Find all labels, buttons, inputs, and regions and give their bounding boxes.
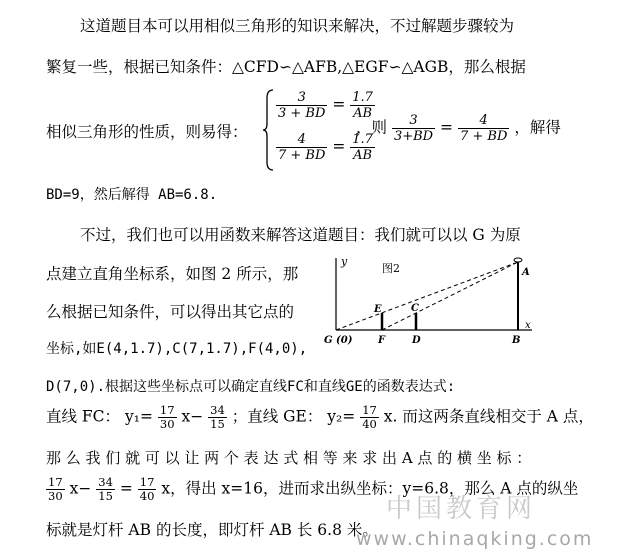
- eq1-equals: =: [332, 95, 346, 114]
- p1-line1: 这道题目本可以用相似三角形的知识来解决，不过解题步骤较为: [80, 17, 515, 35]
- watermark-url: www.chinaqking.com: [356, 528, 594, 550]
- ge-rest: x. 而这两条直线相交于 A 点，: [383, 407, 594, 426]
- p2-line4: 坐标,如E(4,1.7),C(7,1.7),F(4,0),: [46, 341, 308, 357]
- p2-line7: 那 么 我 们 就 可 以 让 两 个 表 达 式 相 等 来 求 出 A 点 的 横 坐 标 ：: [46, 449, 532, 467]
- label-f: F: [378, 335, 386, 346]
- p2-line5: D(7,0).根据这些坐标点可以确定直线FC和直线GE的函数表达式:: [46, 379, 456, 395]
- p1-line4: BD=9，然后解得 AB=6.8.: [46, 187, 218, 203]
- figure-title: 图2: [382, 262, 400, 275]
- p2-line2: 点建立直角坐标系，如图 2 所示，那: [46, 265, 299, 283]
- lamp-icon: [514, 258, 522, 262]
- line-ge: [336, 262, 518, 330]
- eq2-equals: =: [332, 137, 346, 156]
- e-x1: x−: [69, 479, 92, 498]
- eq2-right-fraction: $\frac{1.7}{AB}$: [352, 132, 373, 163]
- e-c-fraction: $\frac{17}{40}$: [139, 475, 155, 503]
- ge-y: y₂=: [327, 407, 356, 426]
- equation-combined: [356, 113, 561, 144]
- fc-b-fraction: $\frac{34}{15}$: [210, 403, 225, 431]
- line-fc: [382, 262, 518, 330]
- p1-line2: 繁复一些，根据已知条件：△CFD∽△AFB,△EGF∽△AGB，那么根据: [46, 58, 526, 76]
- eq1-left-fraction: $\frac{3}{3 + BD}$: [278, 90, 326, 121]
- e-equals: =: [119, 479, 133, 498]
- p2-line9: 标就是灯杆 AB 的长度，即灯杆 AB 长 6.8 米。: [46, 521, 378, 539]
- fc-y: y₁=: [124, 407, 153, 426]
- p2-line1: 不过，我们也可以用函数来解答这道题目：我们就可以以 G 为原: [80, 226, 521, 244]
- e-b-fraction: $\frac{34}{15}$: [98, 475, 113, 503]
- fc-x: x−: [181, 407, 204, 426]
- e-a-fraction: $\frac{17}{30}$: [48, 475, 63, 503]
- eq1-right-fraction: $\frac{1.7}{AB}$: [352, 90, 373, 121]
- then-word: ，则: [356, 118, 388, 137]
- line-equations: [46, 404, 594, 431]
- ge-label: ；直线 GE：: [231, 407, 323, 426]
- label-x: x: [525, 320, 531, 331]
- eq3-right-fraction: $\frac{4}{7 + BD}$: [459, 113, 508, 144]
- fc-label: 直线 FC：: [46, 407, 121, 426]
- p1-line3: 相似三角形的性质，则易得：: [46, 123, 248, 141]
- label-c: C: [411, 303, 419, 314]
- figure-2: [322, 250, 537, 350]
- system-brace-icon: [263, 88, 275, 172]
- label-e: E: [374, 304, 382, 315]
- label-b: B: [512, 335, 521, 346]
- label-d: D: [412, 335, 421, 346]
- label-y: y: [341, 255, 348, 268]
- e-rest: x，得出 x=16，进而求出纵坐标：y=6.8，那么 A 点的纵坐: [161, 479, 579, 498]
- label-g: G (0): [324, 335, 353, 346]
- label-a: A: [522, 267, 530, 278]
- eq3-equals: =: [440, 118, 454, 137]
- eq3-left-fraction: $\frac{3}{3+BD}$: [393, 113, 434, 144]
- watermark-title: 中国教育网: [386, 494, 537, 524]
- ge-a-fraction: $\frac{17}{40}$: [362, 403, 377, 431]
- fc-a-fraction: $\frac{17}{30}$: [159, 403, 175, 431]
- solve-word: ，解得: [514, 118, 561, 137]
- eq2-left-fraction: $\frac{4}{7 + BD}$: [278, 132, 326, 163]
- p2-line3: 么根据已知条件，可以得出其它点的: [46, 303, 295, 321]
